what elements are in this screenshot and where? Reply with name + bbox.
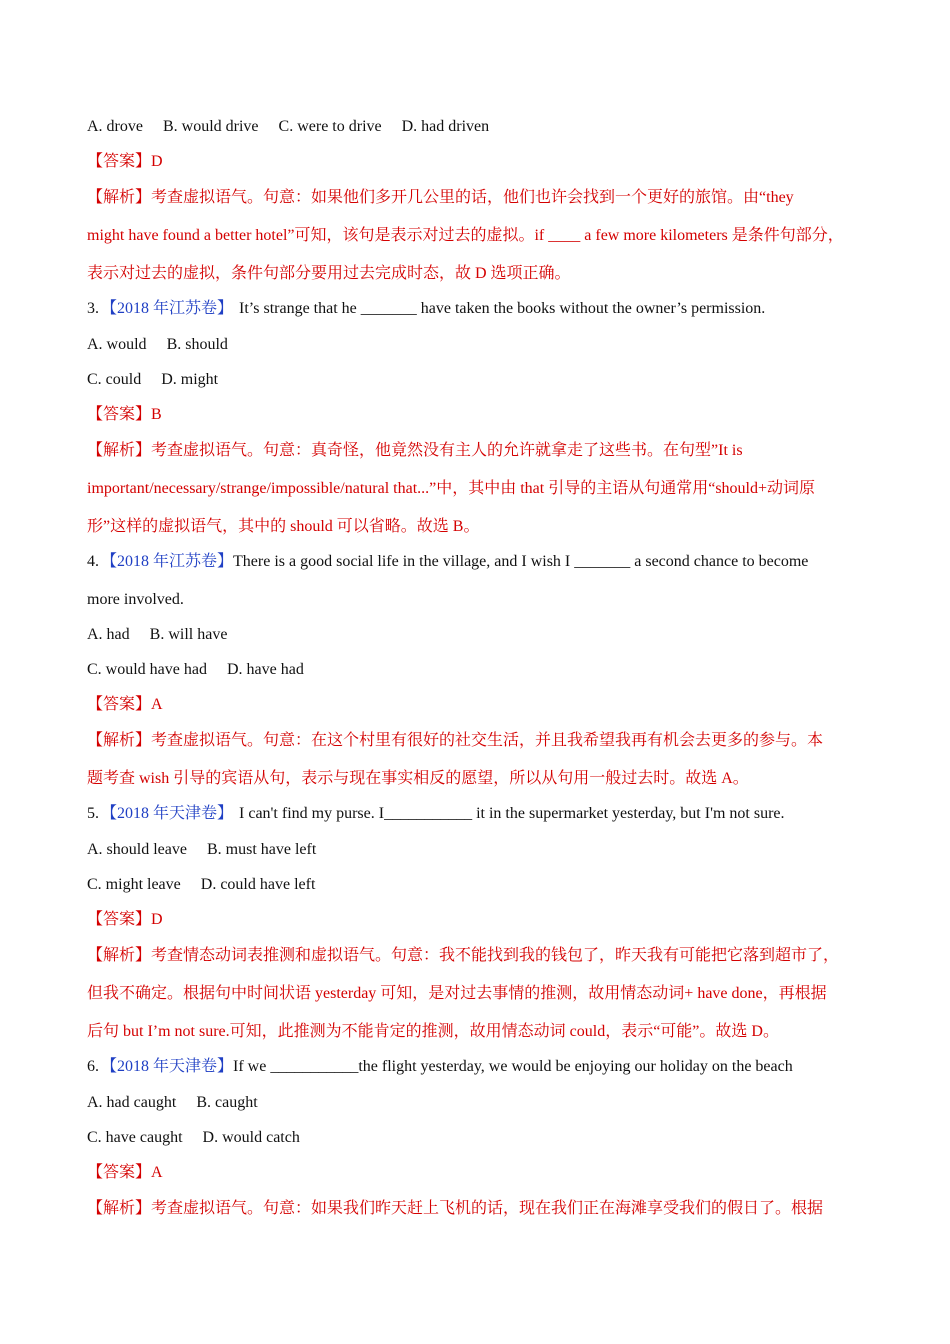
- answer-label: 【答案】: [87, 911, 152, 928]
- q6-options-row-1: [87, 1093, 258, 1113]
- q3-analysis-line-3: 形”这样的虚拟语气，其中的 should 可以省略。故选 B。: [87, 518, 480, 535]
- q6-stem: [87, 1057, 793, 1077]
- q5-analysis-line-2: 但我不确定。根据句中时间状语 yesterday 可知，是对过去事情的推测，故用情态动词+ have done，再根据: [87, 985, 827, 1002]
- q3-stem: [87, 299, 765, 319]
- analysis-label: 【解析】: [87, 1200, 152, 1217]
- q6-option-c: C. have caught: [87, 1129, 183, 1146]
- analysis-text: 考查虚拟语气。句意：在这个村里有很好的社交生活，并且我希望我再有机会去更多的参与。本: [151, 732, 824, 749]
- q2-option-c: C. were to drive: [278, 118, 382, 135]
- q6-option-b: B. caught: [196, 1094, 258, 1111]
- q3-option-c: C. could: [87, 371, 142, 388]
- q4-option-c: C. would have had: [87, 661, 207, 678]
- q5-option-c: C. might leave: [87, 876, 181, 893]
- q3-option-d: D. might: [161, 371, 219, 388]
- q4-answer: [87, 695, 163, 715]
- question-number: 4.: [87, 553, 99, 570]
- answer-value: B: [151, 406, 162, 423]
- q4-option-b: B. will have: [149, 626, 228, 643]
- q5-answer: [87, 910, 163, 930]
- q5-option-b: B. must have left: [206, 841, 317, 858]
- q4-analysis-line-2: 题考查 wish 引导的宾语从句，表示与现在事实相反的愿望，所以从句用一般过去时。故选 A。: [87, 770, 749, 787]
- source-tag: 【2018 年天津卷】: [101, 805, 234, 822]
- q6-answer: [87, 1163, 163, 1183]
- analysis-label: 【解析】: [87, 947, 152, 964]
- q6-analysis-line-1: [87, 1199, 823, 1219]
- q4-options-row-1: [87, 625, 227, 645]
- q4-stem: [87, 552, 808, 572]
- q5-stem: [87, 804, 785, 824]
- q2-analysis-line-1: [87, 188, 794, 208]
- q2-option-b: B. would drive: [162, 118, 259, 135]
- analysis-label: 【解析】: [87, 442, 152, 459]
- q4-options-row-2: [87, 660, 304, 680]
- q3-analysis-line-1: [87, 441, 743, 461]
- analysis-text: 考查虚拟语气。句意：如果我们昨天赶上飞机的话，现在我们正在海滩享受我们的假日了。根据: [151, 1200, 824, 1217]
- q4-analysis-line-1: [87, 731, 823, 751]
- question-text: If we ___________the flight yesterday, we would be enjoying our holiday on the beach: [233, 1058, 793, 1075]
- analysis-label: 【解析】: [87, 189, 152, 206]
- q6-option-a: A. had caught: [87, 1094, 177, 1111]
- analysis-text: 考查虚拟语气。句意：如果他们多开几公里的话，他们也许会找到一个更好的旅馆。由“they: [151, 189, 794, 206]
- q3-answer: [87, 405, 162, 425]
- question-text: I can't find my purse. I___________ it in the supermarket yesterday, but I'm not sure.: [239, 805, 785, 822]
- q2-option-a: A. drove: [87, 118, 143, 135]
- q2-option-d: D. had driven: [401, 118, 490, 135]
- analysis-label: 【解析】: [87, 732, 152, 749]
- q5-options-row-2: [87, 875, 315, 895]
- q5-analysis-line-1: [87, 946, 839, 966]
- q2-options: [87, 117, 489, 137]
- q3-options-row-1: [87, 335, 228, 355]
- question-number: 6.: [87, 1058, 99, 1075]
- source-tag: 【2018 年江苏卷】: [101, 300, 234, 317]
- answer-value: A: [151, 696, 163, 713]
- answer-label: 【答案】: [87, 406, 152, 423]
- q3-option-a: A. would: [87, 336, 147, 353]
- q5-options-row-1: [87, 840, 316, 860]
- q5-option-d: D. could have left: [200, 876, 316, 893]
- q2-analysis-line-3: 表示对过去的虚拟，条件句部分要用过去完成时态，故 D 选项正确。: [87, 265, 571, 282]
- q3-analysis-line-2: important/necessary/strange/impossible/natural that...”中，其中由 that 引导的主语从句通常用“should+动词原: [87, 480, 816, 497]
- analysis-text: 考查虚拟语气。句意：真奇怪，他竟然没有主人的允许就拿走了这些书。在句型”It is: [151, 442, 743, 459]
- q3-option-b: B. should: [166, 336, 228, 353]
- answer-value: D: [151, 911, 163, 928]
- q2-analysis-line-2: might have found a better hotel”可知，该句是表示对过去的虚拟。if ____ a few more kilometers 是条件句部分，: [87, 227, 844, 244]
- question-number: 5.: [87, 805, 99, 822]
- q5-option-a: A. should leave: [87, 841, 187, 858]
- question-text: It’s strange that he _______ have taken the books without the owner’s permission.: [239, 300, 766, 317]
- q6-options-row-2: [87, 1128, 300, 1148]
- question-number: 3.: [87, 300, 99, 317]
- q6-option-d: D. would catch: [202, 1129, 300, 1146]
- q3-options-row-2: [87, 370, 218, 390]
- q5-analysis-line-3: 后句 but I’m not sure.可知，此推测为不能肯定的推测，故用情态动词 could，表示“可能”。故选 D。: [87, 1023, 779, 1040]
- q4-option-d: D. have had: [226, 661, 304, 678]
- source-tag: 【2018 年天津卷】: [101, 1058, 234, 1075]
- answer-label: 【答案】: [87, 1164, 152, 1181]
- answer-value: D: [151, 153, 163, 170]
- q4-option-a: A. had: [87, 626, 130, 643]
- q2-answer: [87, 152, 163, 172]
- answer-value: A: [151, 1164, 163, 1181]
- question-text: There is a good social life in the village, and I wish I _______ a second chance to become: [233, 553, 809, 570]
- source-tag: 【2018 年江苏卷】: [101, 553, 234, 570]
- analysis-text: 考查情态动词表推测和虚拟语气。句意：我不能找到我的钱包了，昨天我有可能把它落到超市了，: [151, 947, 840, 964]
- answer-label: 【答案】: [87, 153, 152, 170]
- answer-label: 【答案】: [87, 696, 152, 713]
- q4-stem-cont: more involved.: [87, 591, 184, 608]
